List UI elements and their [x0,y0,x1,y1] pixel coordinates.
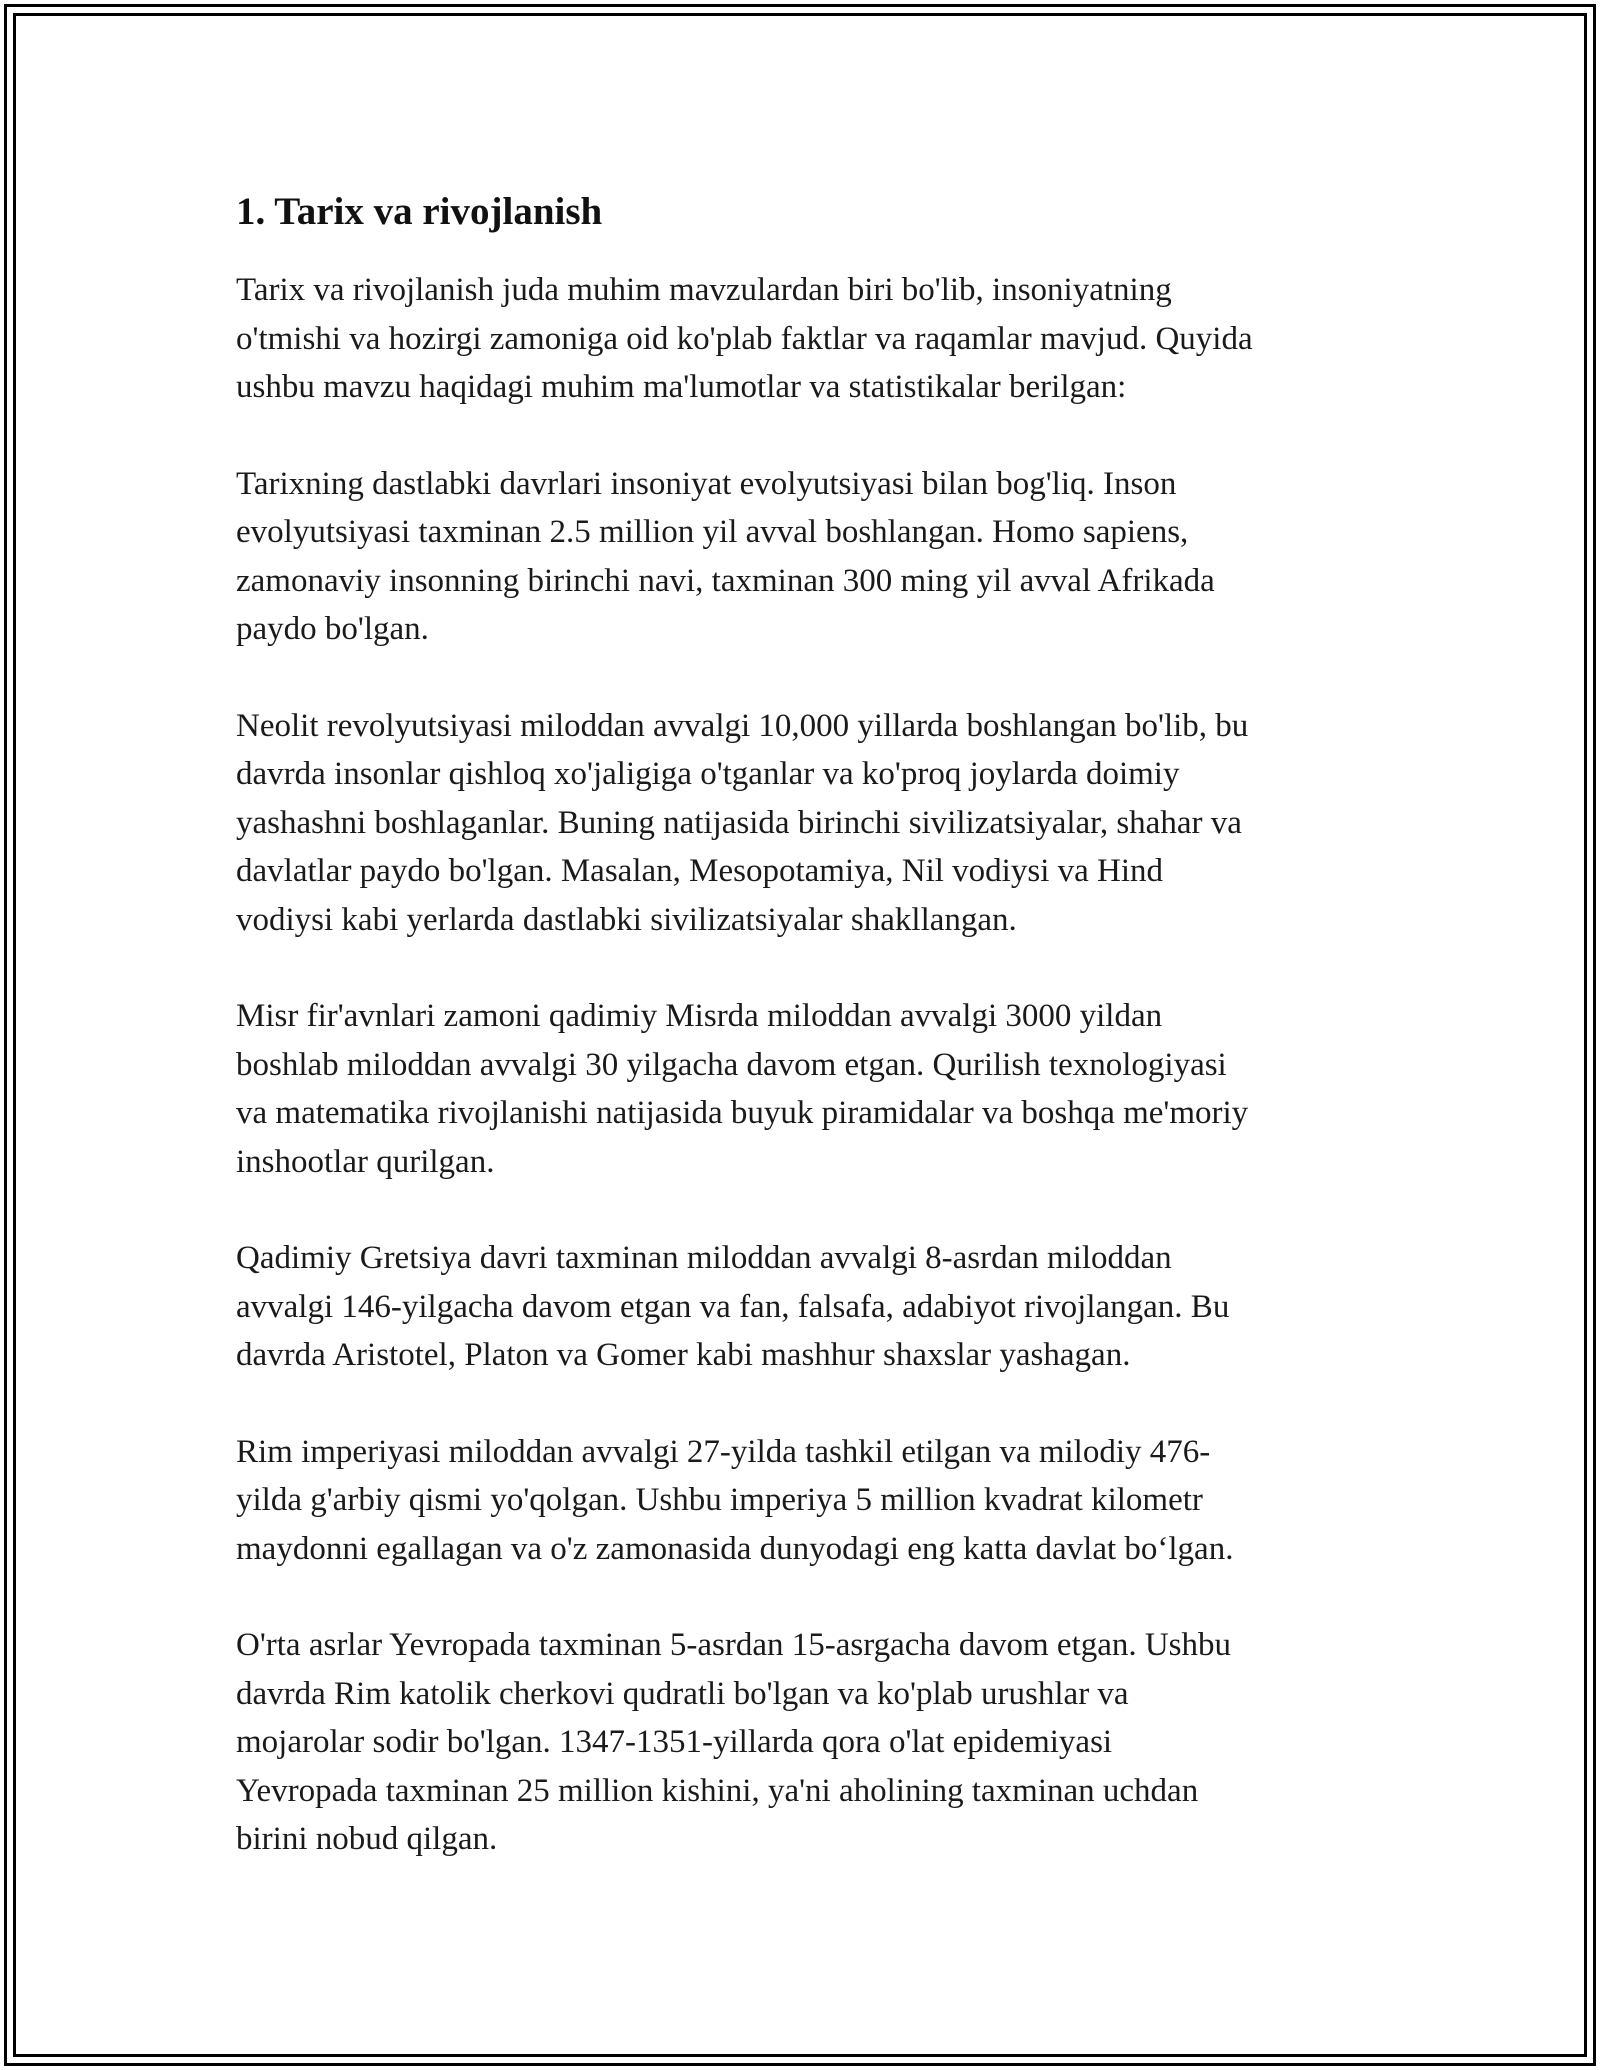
text-line: ushbu mavzu haqidagi muhim ma'lumotlar va statistikalar berilgan: [236,369,1127,405]
text-line: Neolit revolyutsiyasi miloddan avvalgi 10,000 yillarda boshlangan bo'lib, bu [236,707,1249,744]
text-line: davrda Rim katolik cherkovi qudratli bo'lgan va ko'plab urushlar va [236,1675,1129,1712]
text-line: mojarolar sodir bo'lgan. 1347-1351-yillarda qora o'lat epidemiyasi [236,1724,1113,1760]
text-line: Tarixning dastlabki davrlari insoniyat evolyutsiyasi bilan bog'liq. Inson [236,465,1177,502]
text-line: O'rta asrlar Yevropada taxminan 5-asrdan 15-asrgacha davom etgan. Ushbu [236,1627,1232,1663]
text-line: yashashni boshlaganlar. Buning natijasida birinchi sivilizatsiyalar, shahar va [236,804,1242,841]
text-line: birini nobud qilgan. [236,1821,498,1857]
text-line: davrda insonlar qishloq xo'jaligiga o'tganlar va ko'proq joylarda doimiy [236,756,1180,792]
text-line: o'tmishi va hozirgi zamoniga oid ko'plab faktlar va raqamlar mavjud. Quyida [236,320,1253,357]
text-line: Qadimiy Gretsiya davri taxminan miloddan avvalgi 8-asrdan miloddan [236,1240,1172,1276]
document-body [236,186,1376,1912]
text-line: zamonaviy insonning birinchi navi, taxminan 300 ming yil avval Afrikada [236,562,1215,599]
text-line: va matematika rivojlanishi natijasida buyuk piramidalar va boshqa me'moriy [236,1095,1249,1131]
paragraph-egypt [236,992,1376,1186]
text-line: davrda Aristotel, Platon va Gomer kabi mashhur shaxslar yashagan. [236,1337,1131,1373]
paragraph-middle-ages [236,1621,1376,1864]
text-line: boshlab miloddan avvalgi 30 yilgacha davom etgan. Qurilish texnologiyasi [236,1046,1227,1083]
text-line: yilda g'arbiy qismi yo'qolgan. Ushbu imperiya 5 million kvadrat kilometr [236,1482,1203,1518]
text-line: evolyutsiyasi taxminan 2.5 million yil avval boshlangan. Homo sapiens, [236,514,1189,550]
paragraph-neolithic [236,702,1376,945]
text-line: paydo bo'lgan. [236,611,429,647]
text-line: Rim imperiyasi miloddan avvalgi 27-yilda tashkil etilgan va milodiy 476- [236,1433,1211,1470]
text-line: avvalgi 146-yilgacha davom etgan va fan, falsafa, adabiyot rivojlangan. Bu [236,1288,1230,1325]
text-line: maydonni egallagan va o'z zamonasida dunyodagi eng katta davlat bo‘lgan. [236,1530,1234,1567]
paragraph-rome [236,1428,1376,1574]
paragraph-evolution [236,460,1376,654]
paragraph-greece [236,1234,1376,1380]
text-line: Tarix va rivojlanish juda muhim mavzulardan biri bo'lib, insoniyatning [236,272,1172,308]
text-line: Yevropada taxminan 25 million kishini, ya'ni aholining taxminan uchdan [236,1772,1199,1809]
paragraph-intro [236,266,1376,412]
text-line: davlatlar paydo bo'lgan. Masalan, Mesopotamiya, Nil vodiysi va Hind [236,853,1164,889]
text-line: Misr fir'avnlari zamoni qadimiy Misrda miloddan avvalgi 3000 yildan [236,998,1163,1034]
section-heading: 1. Tarix va rivojlanish [236,190,603,233]
text-line: inshootlar qurilgan. [236,1143,495,1180]
text-line: vodiysi kabi yerlarda dastlabki sivilizatsiyalar shakllangan. [236,901,1017,938]
